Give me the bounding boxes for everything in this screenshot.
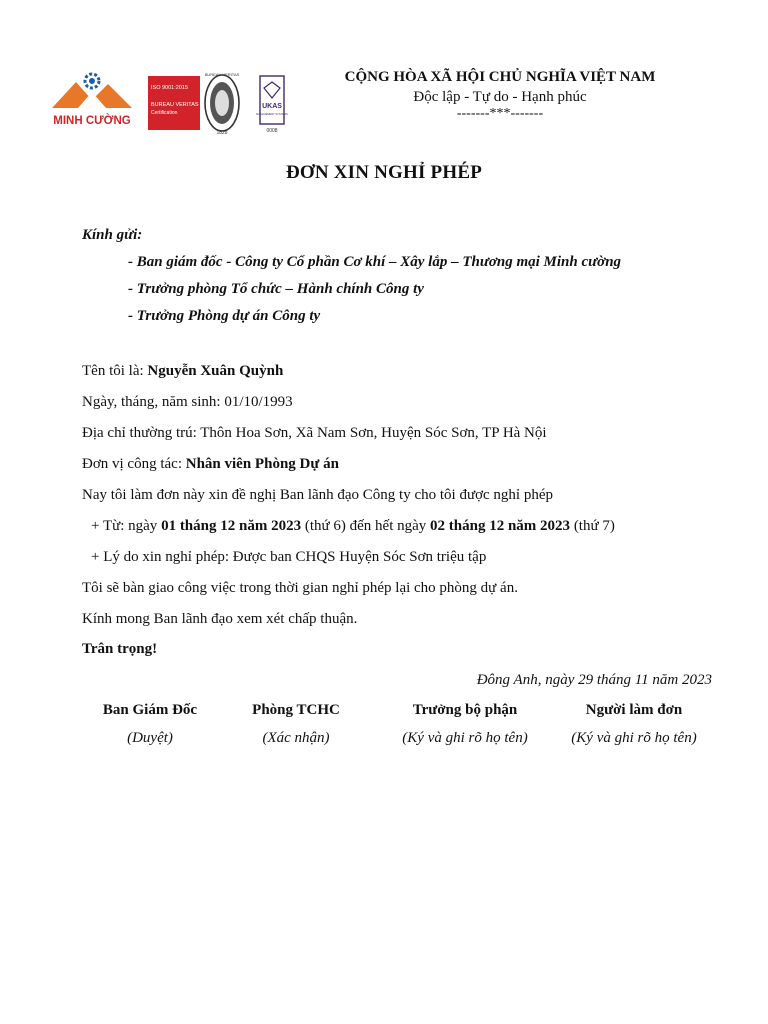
svg-text:BUREAU VERITAS: BUREAU VERITAS [204,72,240,77]
recipient-item: - Ban giám đốc - Công ty Cổ phần Cơ khí – Xây lắp – Thương mại Minh cường [128,254,622,270]
signature-note: (Xác nhận) [262,730,330,746]
leave-reason: + Lý do xin nghỉ phép: Được ban CHQS Huyện Sóc Sơn triệu tập [91,549,487,565]
svg-text:UKAS: UKAS [262,103,282,110]
handover-note: Tôi sẽ bàn giao công việc trong thời gian nghỉ phép lại cho phòng dự án. [82,580,518,596]
svg-text:MANAGEMENT SYSTEMS: MANAGEMENT SYSTEMS [256,113,288,116]
signature-title: Ban Giám Đốc [102,702,198,718]
unit-label: Đơn vị công tác: [82,456,186,472]
minh-cuong-logo [52,74,132,127]
signature-note: (Ký và ghi rõ họ tên) [402,730,528,746]
document-title: ĐƠN XIN NGHỈ PHÉP [285,162,483,183]
recipient-item: - Trưởng phòng Tổ chức – Hành chính Công ty [128,281,424,297]
recipients-label: Kính gửi: [82,227,143,243]
date-of-birth: Ngày, tháng, năm sinh: 01/10/1993 [82,394,293,410]
signature-note: (Ký và ghi rõ họ tên) [571,730,697,746]
signature-note: (Duyệt) [127,730,173,746]
svg-text:1828: 1828 [216,130,228,136]
place-and-date: Đông Anh, ngày 29 tháng 11 năm 2023 [476,672,712,688]
company-logos [48,68,298,138]
applicant-name: Nguyễn Xuân Quỳnh [147,363,284,379]
iso-certification-badge [148,76,200,130]
leave-request: Nay tôi làm đơn này xin đề nghị Ban lãnh đạo Công ty cho tôi được nghỉ phép [82,487,554,503]
signature-title: Người làm đơn [585,702,683,718]
svg-text:ISO 9001:2015: ISO 9001:2015 [151,85,189,91]
recipient-item: - Trưởng Phòng dự án Công ty [128,308,321,324]
svg-text:0008: 0008 [266,128,278,134]
permanent-address: Địa chỉ thường trú: Thôn Hoa Sơn, Xã Nam Sơn, Huyện Sóc Sơn, TP Hà Nội [82,425,547,441]
work-unit: Nhân viên Phòng Dự án [185,456,339,472]
national-divider: -------***------- [456,106,544,121]
closing-regards: Trân trọng! [82,641,158,657]
national-title: CỘNG HÒA XÃ HỘI CHỦ NGHĨA VIỆT NAM [344,69,656,85]
bureau-veritas-seal [205,72,240,136]
leave-period: + Từ: ngày 01 tháng 12 năm 2023 (thứ 6) đến hết ngày 02 tháng 12 năm 2023 (thứ 7) [91,518,615,534]
leave-end-date: 02 tháng 12 năm 2023 [430,518,571,534]
svg-text:Certification: Certification [151,110,178,116]
svg-text:BUREAU VERITAS: BUREAU VERITAS [151,102,199,108]
name-label: Tên tôi là: [82,363,148,379]
leave-start-date: 01 tháng 12 năm 2023 [161,518,302,534]
national-motto: Độc lập - Tự do - Hạnh phúc [413,89,587,105]
approval-request: Kính mong Ban lãnh đạo xem xét chấp thuận. [82,611,358,627]
applicant-name-line [82,362,283,380]
ukas-logo [256,76,288,134]
minh-cuong-logo-text: MINH CƯỜNG [53,115,131,127]
signature-title: Trưởng bộ phận [412,702,518,718]
work-unit-line [82,455,339,473]
signature-title: Phòng TCHC [252,702,340,718]
